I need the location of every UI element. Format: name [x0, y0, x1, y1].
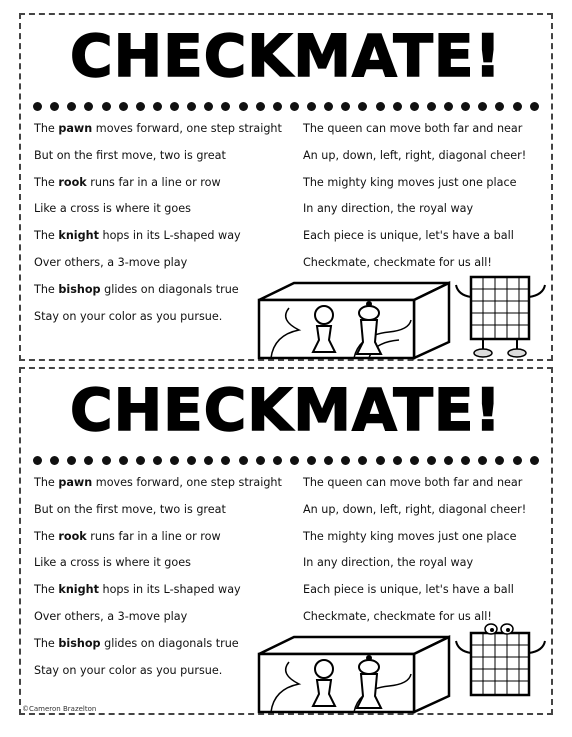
divider-dot	[239, 456, 248, 465]
divider-dot	[67, 456, 76, 465]
divider-dot	[256, 102, 265, 111]
verse-line: In any direction, the royal way	[303, 202, 474, 216]
verse-line: The queen can move both far and near	[303, 476, 523, 489]
divider-dot	[495, 456, 504, 465]
divider-dot	[376, 456, 385, 465]
grid-character-illustration	[453, 267, 548, 359]
verse-line: Stay on your color as you pursue.	[34, 309, 223, 323]
divider-dot	[324, 456, 333, 465]
divider-dot	[427, 456, 436, 465]
divider-dot	[102, 456, 111, 465]
divider-dot	[341, 456, 350, 465]
verse-line: The pawn moves forward, one step straight	[34, 122, 282, 135]
divider-dot	[410, 456, 419, 465]
divider-dot	[84, 102, 93, 111]
divider-dot	[67, 102, 76, 111]
divider-dot	[307, 456, 316, 465]
divider-dot	[393, 456, 402, 465]
divider-dot	[358, 102, 367, 111]
divider-dot	[256, 456, 265, 465]
divider-dot	[461, 102, 470, 111]
divider-dot	[119, 102, 128, 111]
divider-dot	[153, 102, 162, 111]
divider-dot	[170, 102, 179, 111]
divider-dot	[204, 456, 213, 465]
divider-dot	[187, 102, 196, 111]
chess-box-illustration	[249, 634, 454, 714]
divider-dot	[239, 102, 248, 111]
copyright-text: ©Cameron Brazelton	[22, 705, 97, 713]
divider-dot	[530, 102, 539, 111]
divider-dot	[221, 102, 230, 111]
divider-dot	[410, 102, 419, 111]
card-title: CHECKMATE!	[70, 376, 502, 444]
grid-character-illustration	[453, 621, 548, 713]
verse-line: The pawn moves forward, one step straight	[34, 476, 282, 489]
verse-line: The knight hops in its L-shaped way	[34, 583, 241, 597]
divider-dot	[444, 456, 453, 465]
divider-dot	[513, 102, 522, 111]
verse-line: Over others, a 3-move play	[34, 255, 188, 269]
divider-dot	[84, 456, 93, 465]
verse-line: Like a cross is where it goes	[34, 202, 191, 216]
verse-line: The rook runs far in a line or row	[34, 175, 221, 189]
verse-line: An up, down, left, right, diagonal cheer!	[303, 148, 527, 162]
divider-dot	[324, 102, 333, 111]
verse-line: The knight hops in its L-shaped way	[34, 229, 241, 243]
divider-dot	[307, 102, 316, 111]
divider-dot	[393, 102, 402, 111]
divider-dot	[33, 456, 42, 465]
verse-line: Each piece is unique, let's have a ball	[303, 229, 514, 243]
divider-dot	[119, 456, 128, 465]
right-verse-column	[303, 475, 543, 636]
divider-dot	[358, 456, 367, 465]
poem-card-top	[19, 13, 553, 361]
divider-dot	[478, 102, 487, 111]
divider-dot	[153, 456, 162, 465]
verse-line: Checkmate, checkmate for us all!	[303, 609, 492, 623]
verse-line: Each piece is unique, let's have a ball	[303, 583, 514, 597]
divider-dot	[376, 102, 385, 111]
verse-line: An up, down, left, right, diagonal cheer!	[303, 502, 527, 516]
divider-dot	[187, 456, 196, 465]
divider-dot	[102, 102, 111, 111]
chess-box-illustration	[249, 280, 454, 360]
divider-dot	[461, 456, 470, 465]
verse-line: The queen can move both far and near	[303, 122, 523, 135]
divider-dot	[50, 456, 59, 465]
verse-line: The mighty king moves just one place	[303, 175, 517, 189]
dotted-divider	[33, 454, 539, 466]
verse-line: Stay on your color as you pursue.	[34, 663, 223, 677]
divider-dot	[170, 456, 179, 465]
verse-line: But on the first move, two is great	[34, 148, 226, 162]
verse-line: The bishop glides on diagonals true	[34, 636, 239, 650]
verse-line: But on the first move, two is great	[34, 502, 226, 516]
divider-dot	[273, 102, 282, 111]
verse-line: In any direction, the royal way	[303, 556, 474, 570]
divider-dot	[341, 102, 350, 111]
verse-line: Over others, a 3-move play	[34, 609, 188, 623]
divider-dot	[495, 102, 504, 111]
divider-dot	[290, 102, 299, 111]
divider-dot	[221, 456, 230, 465]
divider-dot	[478, 456, 487, 465]
right-verse-column	[303, 121, 543, 282]
divider-dot	[33, 102, 42, 111]
divider-dot	[204, 102, 213, 111]
divider-dot	[290, 456, 299, 465]
divider-dot	[444, 102, 453, 111]
verse-line: The bishop glides on diagonals true	[34, 282, 239, 296]
divider-dot	[136, 102, 145, 111]
divider-dot	[50, 102, 59, 111]
verse-line: Like a cross is where it goes	[34, 556, 191, 570]
verse-line: The rook runs far in a line or row	[34, 529, 221, 543]
verse-line: Checkmate, checkmate for us all!	[303, 255, 492, 269]
verse-line: The mighty king moves just one place	[303, 529, 517, 543]
poem-card-bottom	[19, 367, 553, 715]
divider-dot	[513, 456, 522, 465]
divider-dot	[530, 456, 539, 465]
divider-dot	[427, 102, 436, 111]
dotted-divider	[33, 100, 539, 112]
card-title: CHECKMATE!	[70, 22, 502, 90]
divider-dot	[273, 456, 282, 465]
divider-dot	[136, 456, 145, 465]
